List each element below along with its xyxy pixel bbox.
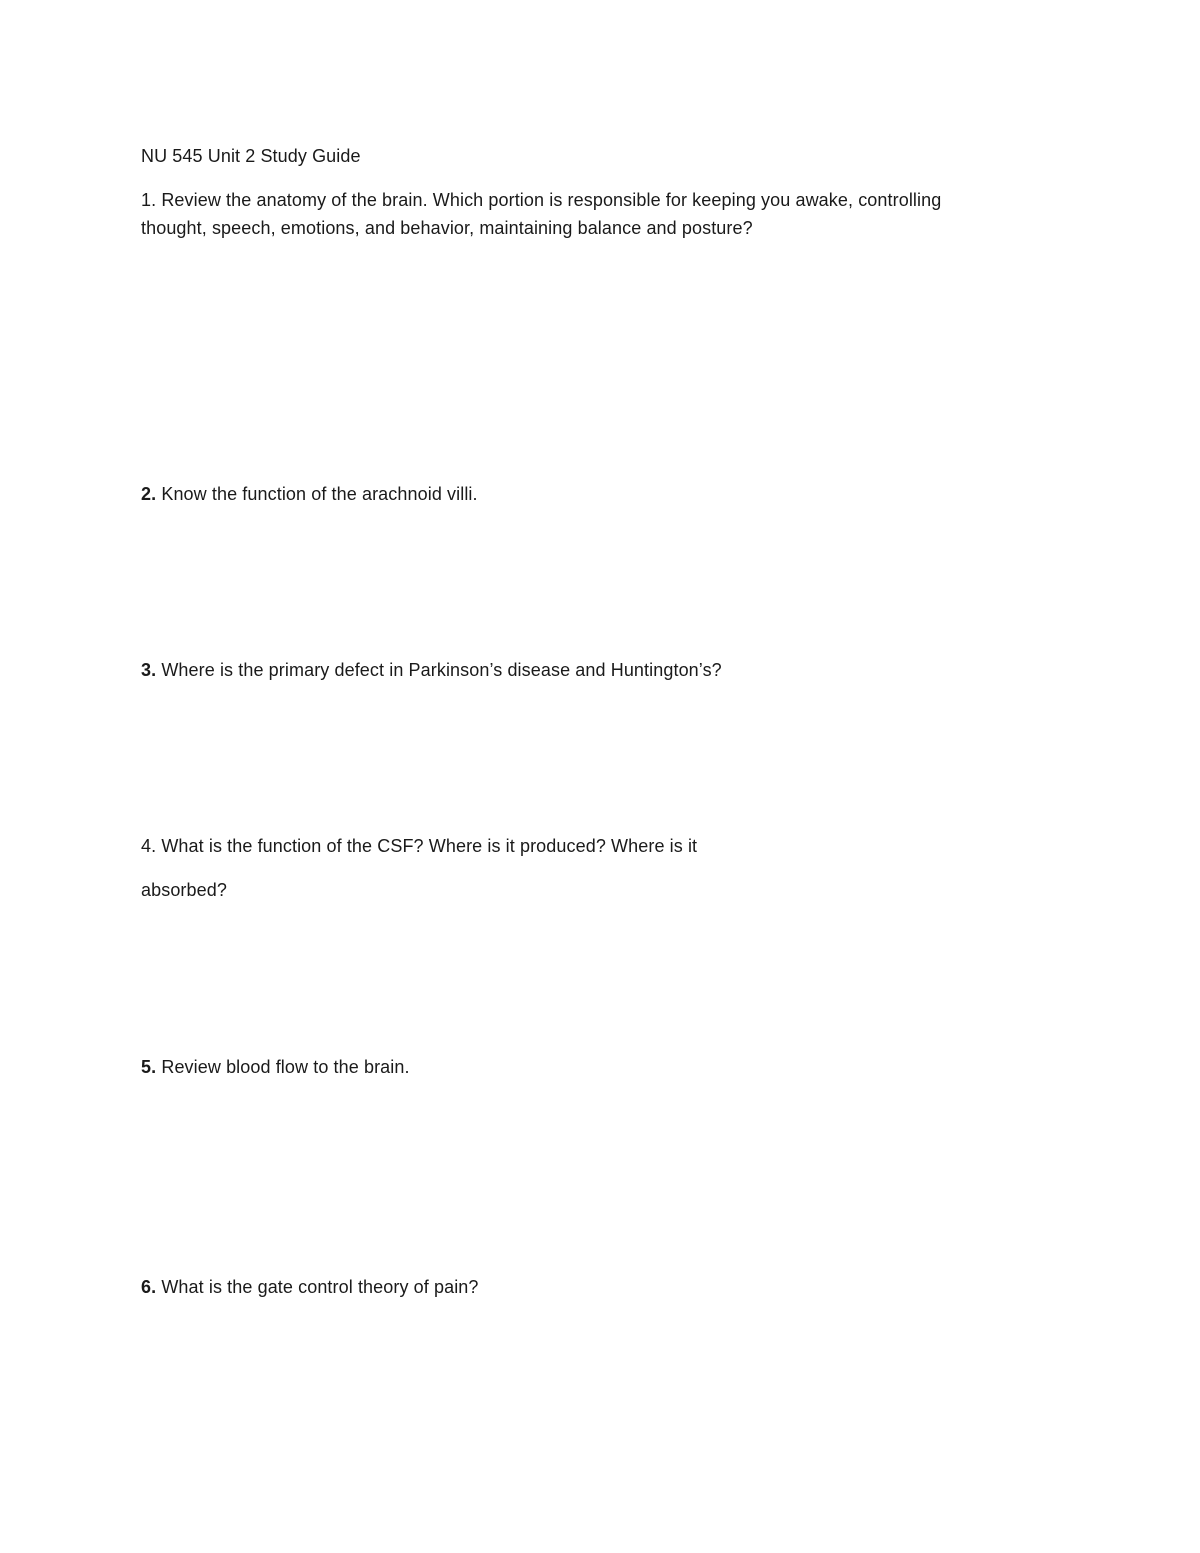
question-4-continuation: absorbed? [141,880,227,900]
question-text-line: What is the function of the CSF? Where is it produced? Where is it [161,836,698,856]
page-title: NU 545 Unit 2 Study Guide [141,146,361,166]
question-number: 1 [141,190,152,210]
question-number: 4 [141,836,152,856]
question-6: 6. What is the gate control theory of pain? [141,1277,479,1297]
question-text-line: Review the anatomy of the brain. Which portion is responsible for keeping you awake, controlling [161,190,942,210]
question-5: 5. Review blood flow to the brain. [141,1057,410,1077]
question-1: 1. Review the anatomy of the brain. Which portion is responsible for keeping you awake, controlling [141,190,942,210]
question-text-line: Where is the primary defect in Parkinson’s disease and Huntington’s? [161,660,722,680]
question-1-continuation: thought, speech, emotions, and behavior, maintaining balance and posture? [141,218,753,238]
question-4: 4. What is the function of the CSF? Where is it produced? Where is it [141,836,698,856]
question-number: 3 [141,660,152,680]
question-2: 2. Know the function of the arachnoid villi. [141,484,478,504]
question-number: 5 [141,1057,152,1077]
question-text-line: Know the function of the arachnoid villi. [161,484,478,504]
question-3: 3. Where is the primary defect in Parkinson’s disease and Huntington’s? [141,660,722,680]
question-text-line: Review blood flow to the brain. [161,1057,410,1077]
question-number: 6 [141,1277,152,1297]
question-text-line: What is the gate control theory of pain? [161,1277,479,1297]
question-number: 2 [141,484,152,504]
